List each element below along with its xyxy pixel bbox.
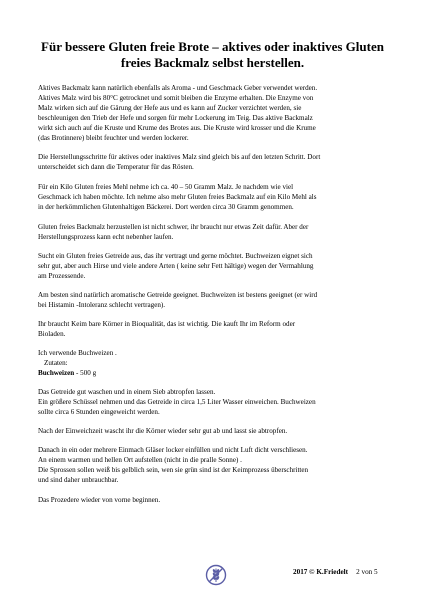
step-germinate [38, 445, 394, 485]
page-title: Für bessere Gluten freie Brote – aktives oder inaktives Gluten freies Backmalz selbst herstellen. [41, 39, 384, 70]
text-line: Herstellungsprozess kann echt nebenher laufen. [38, 233, 174, 241]
paragraph-steps-note [38, 152, 394, 172]
text-line: Geschmack ich haben möchte. Ich nehme also mehr Gluten freies Backmalz auf ein Kilo Mehl als [38, 193, 317, 201]
text-line: Das Getreide gut waschen und in einem Sieb abtropfen lassen. [38, 388, 216, 396]
text-line: Aktives Backmalz kann natürlich ebenfalls als Aroma - und Geschmack Geber verwendet werden. [38, 84, 318, 92]
ingredients-label: Zutaten: [44, 359, 68, 367]
step-repeat [38, 495, 394, 505]
text-line: unterscheidet sich dann die Temperatur für das Rösten. [38, 163, 194, 171]
ingredient-item [38, 368, 394, 378]
text-line: wirkt sich auch auf die Kruste und Krume des Brotes aus. Die Kruste wird krosser und die Krume [38, 124, 316, 132]
text-line: am Prozessende. [38, 272, 86, 280]
text-line: sehr gut, aber auch Hirse und viele andere Arten ( keine sehr Fett hältige) wegen der Vermahlung [38, 262, 314, 270]
step-rinse [38, 426, 394, 436]
text-line: Das Prozedere wieder von vorne beginnen. [38, 496, 161, 504]
paragraph-intro [38, 83, 394, 143]
text-line: Ein größere Schüssel nehmen und das Getreide in circa 1,5 Liter Wasser einweichen. Buchweizen [38, 398, 316, 406]
text-line: sollte circa 6 Stunden eingeweicht werden. [38, 408, 160, 416]
text-line: Bioladen. [38, 330, 66, 338]
page-number: 2 von 5 [356, 568, 378, 576]
ingredient-amount: - 500 g [74, 369, 97, 377]
text-line: (das Brotinnere) bleibt feuchter und werden lockerer. [38, 134, 189, 142]
text-line: Ihr braucht Keim bare Körner in Bioqualität, das ist wichtig. Die kauft Ihr im Reform oder [38, 320, 296, 328]
ingredient-name: Buchweizen [38, 369, 75, 377]
text-line: Die Sprossen sollen weiß bis gelblich sein, wen sie grün sind ist der Keimprozess überschritten [38, 466, 309, 474]
footer-author: 2017 © K.Friedelt [293, 568, 349, 576]
paragraph-bio-quality [38, 319, 394, 339]
text-line: Am besten sind natürlich aromatische Getreide geeignet. Buchweizen ist bestens geeignet (er wird [38, 291, 318, 299]
step-wash-soak [38, 387, 394, 417]
text-line: und sind daher unbrauchbar. [38, 476, 119, 484]
paragraph-aromatic [38, 290, 394, 310]
text-line: Für ein Kilo Gluten freies Mehl nehme ich ca. 40 – 50 Gramm Malz. Je nachdem wie viel [38, 183, 294, 191]
gluten-free-wheat-icon [205, 564, 227, 586]
footer [293, 568, 378, 576]
paragraph-grain-choice [38, 251, 394, 281]
text-line: Nach der Einweichzeit wascht ihr die Körner wieder sehr gut ab und lasst sie abtropfen. [38, 427, 288, 435]
text-line: Gluten freies Backmalz herzustellen ist nicht schwer, ihr braucht nur etwas Zeit dafür. Aber der [38, 223, 309, 231]
text-line: Sucht ein Gluten freies Getreide aus, das ihr vertragt und gerne möchtet. Buchweizen eignet sich [38, 252, 313, 260]
text-line: An einem warmen und hellen Ort aufstellen (nicht in die pralle Sonne) . [38, 456, 242, 464]
text-line: Malz wirken sich auf die Gärung der Hefe aus und es kann auf Zucker verzichtet werden, sie [38, 104, 302, 112]
text-line: Die Herstellungsschritte für aktives oder inaktives Malz sind gleich bis auf den letzten Schritt. Dort [38, 153, 321, 161]
ingredients-section [38, 348, 394, 378]
paragraph-effort [38, 222, 394, 242]
text-line: in der herkömmlichen Glutenhaltigen Bäckerei. Dort werden circa 30 Gramm genommen. [38, 203, 294, 211]
text-line: Aktives Malz wird bis 80°C getrocknet und somit bleiben die Enzyme erhalten. Die Enzyme von [38, 94, 314, 102]
text-line: bei Histamin -Intoleranz schlecht vertragen). [38, 301, 166, 309]
text-line: beschleunigen den Trieb der Hefe und sorgen für mehr Lockerung im Teig. Das aktive Backmalz [38, 114, 313, 122]
paragraph-quantity [38, 182, 394, 212]
text-line: Danach in ein oder mehrere Einmach Gläser locker einfüllen und nicht Luft dicht verschliesen. [38, 446, 308, 454]
ingredients-intro: Ich verwende Buchweizen . [38, 349, 117, 357]
